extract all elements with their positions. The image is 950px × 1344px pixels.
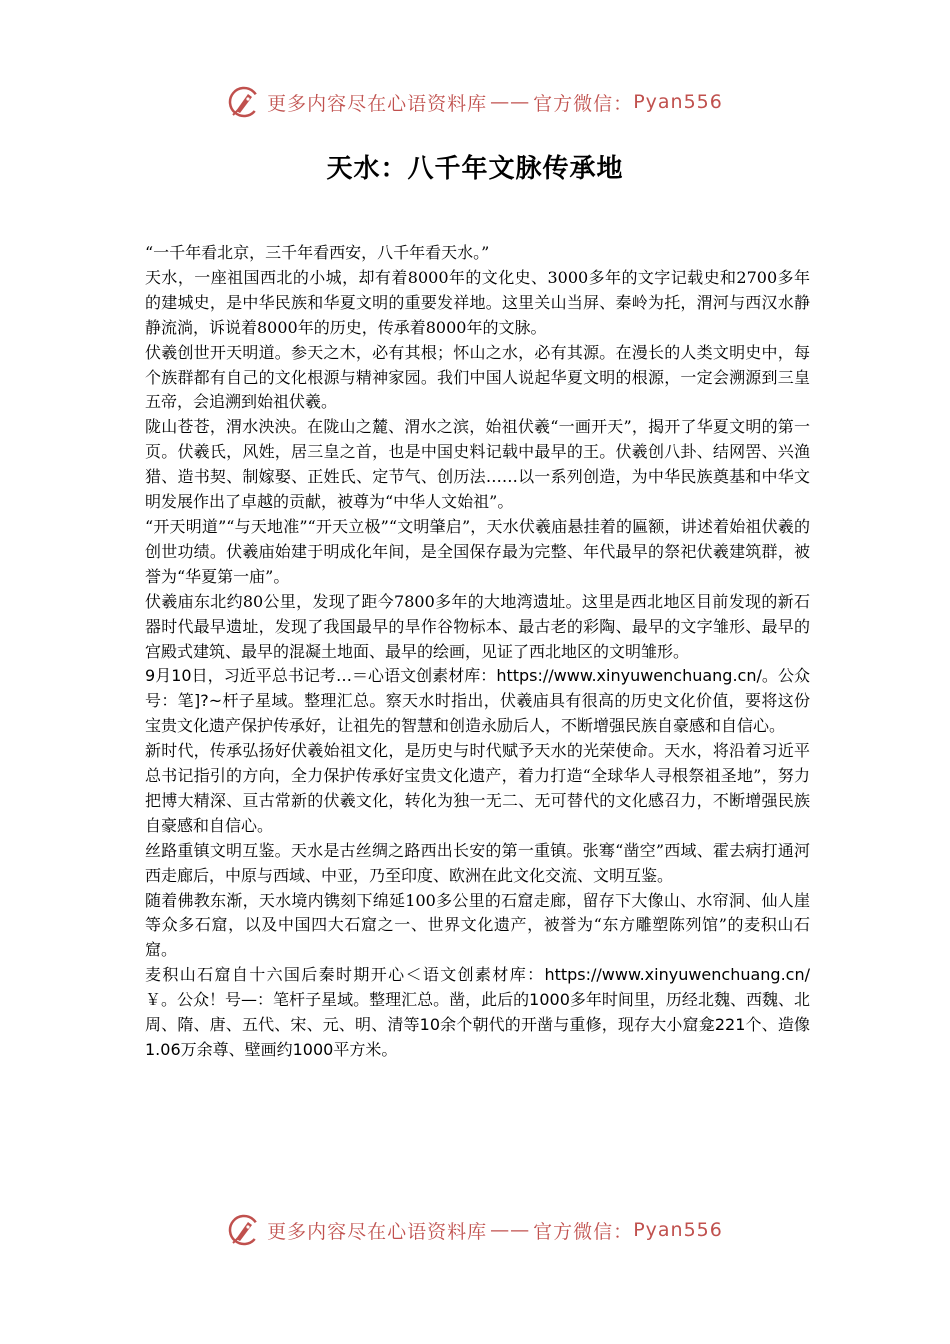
banner-text: 更多内容尽在心语资料库 [267,1220,488,1243]
paragraph: 麦积山石窟自十六国后秦时期开心＜语文创素材库：https://www.xinyuwenchuang.cn/￥。公众！号—：笔杆子星域。整理汇总。凿，此后的1000多年时间里，历经北魏、西魏、北周、隋、唐、五代、宋、元、明、清等10余个朝代的开凿与重修，现存大小窟龛221个、造像1.06万余尊、壁画约1000平方米。 [145,965,810,1059]
paragraph: 新时代，传承弘扬好伏羲始祖文化，是历史与时代赋予天水的光荣使命。天水，将沿着习近平总书记指引的方向，全力保护传承好宝贵文化遗产，着力打造“全球华人寻根祭祖圣地”，努力把博大精深、亘古常新的伏羲文化，转化为独一无二、无可替代的文化感召力，不断增强民族自豪感和自信心。 [145,741,810,835]
banner-wechat-id: Pyan556 [633,91,723,113]
paragraph: 丝路重镇文明互鉴。天水是古丝绸之路西出长安的第一重镇。张骞“凿空”西域、霍去病打通河西走廊后，中原与西域、中亚，乃至印度、欧洲在此文化交流、文明互鉴。 [145,840,810,885]
article-body [145,241,810,1063]
banner-separator: —— [490,1219,531,1241]
paragraph: 随着佛教东渐，天水境内镌刻下绵延100多公里的石窟走廊，留存下大像山、水帘洞、仙人崖等众多石窟，以及中国四大石窟之一、世界文化遗产，被誉为“东方雕塑陈列馆”的麦积山石窟。 [145,890,810,960]
banner-label: 官方微信： [533,1220,634,1243]
paragraph: 伏羲庙东北约80公里，发现了距今7800多年的大地湾遗址。这里是西北地区目前发现的新石器时代最早遗址，发现了我国最早的旱作谷物标本、最古老的彩陶、最早的文字雏形、最早的宫殿式建筑、最早的混凝土地面、最早的绘画，见证了西北地区的文明雏形。 [145,591,810,661]
banner-text: 更多内容尽在心语资料库 [267,92,488,115]
banner-separator: —— [490,91,531,113]
banner-label: 官方微信： [533,92,634,115]
paragraph: 9月10日，习近平总书记考…＝心语文创素材库：https://www.xinyuwenchuang.cn/。公众号：笔]?~杆子星域。整理汇总。察天水时指出，伏羲庙具有很高的历史文化价值，要将这份宝贵文化遗产保护传承好，让祖先的智慧和创造永励后人，不断增强民族自豪感和自信心。 [145,666,810,736]
paragraph: “开天明道”“与天地准”“开天立极”“文明肇启”，天水伏羲庙悬挂着的匾额，讲述着始祖伏羲的创世功绩。伏羲庙始建于明成化年间，是全国保存最为完整、年代最早的祭祀伏羲建筑群，被誉为“华夏第一庙”。 [145,516,810,586]
pen-nib-logo-icon [227,85,261,119]
pen-nib-logo-icon [227,1213,261,1247]
banner-wechat-id: Pyan556 [633,1219,723,1241]
document-title: 天水：八千年文脉传承地 [326,154,624,184]
paragraph: 天水，一座祖国西北的小城，却有着8000年的文化史、3000多年的文字记载史和2700多年的建城史，是中华民族和华夏文明的重要发祥地。这里关山当屏、秦岭为托，渭河与西汉水静静流淌，诉说着8000年的历史，传承着8000年的文脉。 [145,267,810,337]
paragraph: 陇山苍苍，渭水泱泱。在陇山之麓、渭水之滨，始祖伏羲“一画开天”，揭开了华夏文明的第一页。伏羲氏，风姓，居三皇之首，也是中国史料记载中最早的王。伏羲创八卦、结网罟、兴渔猎、造书契、制嫁娶、正姓氏、定节气、创历法……以一系列创造，为中华民族奠基和中华文明发展作出了卓越的贡献，被尊为“中华人文始祖”。 [145,417,810,512]
footer-banner [0,1208,950,1252]
paragraph: 伏羲创世开天明道。参天之木，必有其根；怀山之水，必有其源。在漫长的人类文明史中，每个族群都有自己的文化根源与精神家园。我们中国人说起华夏文明的根源，一定会溯源到三皇五帝，会追溯到始祖伏羲。 [145,342,810,412]
header-banner [0,80,950,124]
paragraph: “一千年看北京，三千年看西安，八千年看天水。” [145,243,490,262]
